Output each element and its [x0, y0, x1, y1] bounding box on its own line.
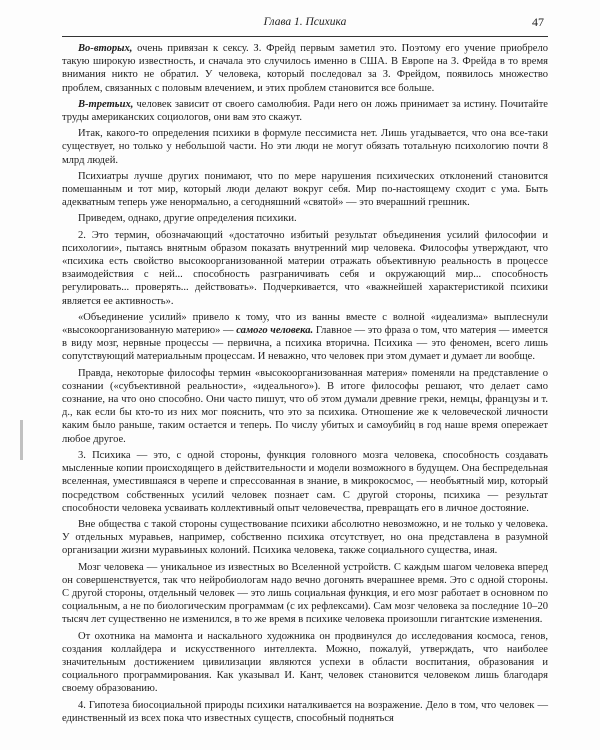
body-text: [62, 42, 548, 728]
paragraph: 4. Гипотеза биосоциальной природы психики наталкивается на возражение. Дело в том, что человек — единственный из всех пока что известных существ, способный подняться: [62, 699, 548, 724]
emphasis: самого человека.: [236, 325, 314, 337]
running-header: [62, 10, 548, 37]
binding-mark: [20, 420, 23, 460]
paragraph: 2. Это термин, обозначающий «достаточно избитый результат объединения усилий философии и психологии», пытаясь внятным образом показать внутренний мир человека. Философы утверждают, что «психика есть свойство высокоорганизованной материи отражать объективную реальность в процессе взаимодействия с ней... способность разграничивать себя и окружающий мир... способность регулировать... проверять... действовать». Подчеркивается, что «важнейшей характеристикой психики является ее активность».: [62, 229, 548, 307]
paragraph: Приведем, однако, другие определения психики.: [78, 213, 297, 225]
chapter-title: Глава 1. Психика: [263, 16, 347, 28]
paragraph: Вне общества с такой стороны существование психики абсолютно невозможно, и не только у человека. У отдельных муравьев, например, собственно психика отсутствует, но она представлена в разумной организации жизни муравьиных колоний. Психика человека, также социального существа, иная.: [62, 518, 548, 557]
paragraph: В-третьих, человек зависит от своего самолюбия. Ради него он ложь принимает за истину. Почитайте труды американских социологов, они вам это скажут.: [62, 98, 548, 124]
paragraph: Мозг человека — уникальное из известных во Вселенной устройств. С каждым шагом человека вперед он совершенствуется, так что нейробиологам надо вечно догонять вчерашнее время. Это с одной стороны. С другой стороны, отдельный человек — это лишь социальная функция, и его мозг работает в основном по социальным, а не по биологическим программам (с их рефлексами). Сам мозг человека за последние 10–20 тысяч лет существенно не изменился, в то же время в психике человека произошли гигантские изменения.: [62, 561, 548, 626]
paragraph: От охотника на мамонта и наскального художника он продвинулся до исследования космоса, генов, создания коллайдера и искусственного интеллекта. Можно, пожалуй, утверждать, что наиболее значительным достижением цивилизации являются успехи в области воспитания, образования и социального программирования. Как указывал И. Кант, человек становится человеком лишь благодаря своему образованию.: [62, 630, 548, 695]
paragraph: «Объединение усилий» привело к тому, что из ванны вместе с волной «идеализма» выплеснули «высокоорганизованную материю» — самого человека. Главное — это фраза о том, что материя — имеется в виду мозг, нервные процессы — первична, а психика вторична. Психика — это феномен, всего лишь сопутствующий материальным процессам. И неважно, что человек при этом думает и думает ли вообще.: [62, 311, 548, 363]
paragraph: Психиатры лучше других понимают, что по мере нарушения психических отклонений становится помешанным и тот мир, который люди делают вокруг себя. Мир по-настоящему сходит с ума. Быть адекватным теперь уже ненормально, а сегодняшний «святой» — это вчерашний грешник.: [62, 170, 548, 209]
paragraph: Во-вторых, очень привязан к сексу. З. Фрейд первым заметил это. Поэтому его учение приобрело такую широкую известность, и сначала это случилось именно в США. В Европе на З. Фрейда в то время внимания никто не обратил. У человека, который последовал за З. Фрейдом, появилось множество проблем, связанных с половым влечением, и этих проблем становится все больше.: [62, 43, 548, 94]
page-number: 47: [532, 15, 544, 29]
lead-phrase: В-третьих,: [78, 98, 134, 110]
paragraph: Правда, некоторые философы термин «высокоорганизованная материя» поменяли на представление о сознании («субъективной реальности», «идеального»). В итоге философы решают, что делает само сознание, на что оно способно. Они часто пишут, что об этом думали древние греки, немцы, французы и т. д., как если бы кто-то из них мог пояснить, что это за психика. Отношение же к человеческой личности каким было раньше, таким остается и теперь. По числу убитых и самоубийц в год наше время опережает любое другое.: [62, 367, 548, 445]
lead-phrase: Во-вторых,: [78, 43, 133, 54]
paragraph: Итак, какого-то определения психики в формуле пессимиста нет. Лишь угадывается, что она все-таки существует, но только у небольшой части. Но эти люди не могут обязать тотальную психологию почти 8 млрд людей.: [62, 128, 548, 166]
paragraph: 3. Психика — это, с одной стороны, функция головного мозга человека, способность создавать мысленные копии происходящего в действительности и модели возможного в будущем. Она беспредельная вселенная, уместившаяся в черепе и спрессованная в знание, в микрокосмос, — необъятный мир, который посредством собственных усилий человек познает сам. С другой стороны, психика — результат способности человека усваивать коллективный опыт человечества, превращать его в личное достояние.: [62, 449, 548, 514]
